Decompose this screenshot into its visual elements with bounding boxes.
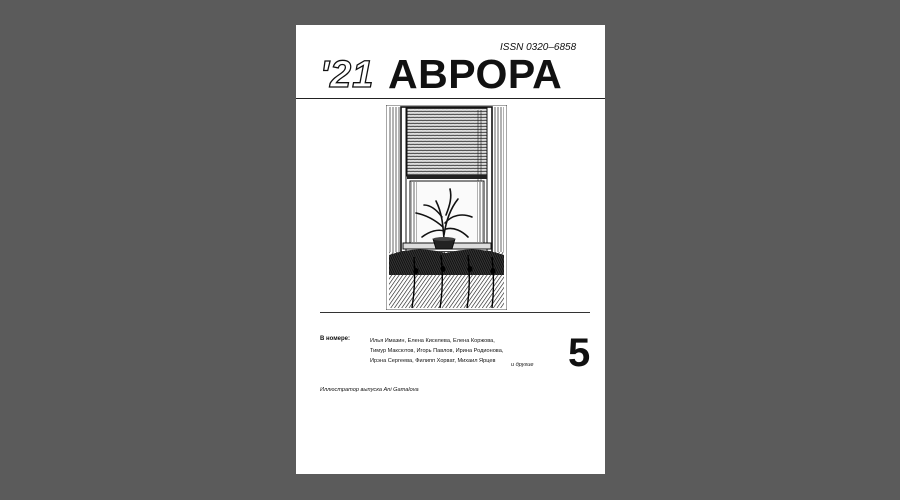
- year-mark: '21: [320, 54, 375, 96]
- contents-line: Тимур Максютов, Игорь Павлов, Ирина Родионова,: [370, 348, 504, 354]
- illustrator-credit: Иллюстратор выпуска Ani Gamalova: [320, 387, 419, 393]
- content-divider: [320, 312, 590, 313]
- issn-number: ISSN 0320–6858: [500, 42, 577, 53]
- issue-number: 5: [568, 331, 591, 375]
- contents-line: Ирэна Сергеева, Филипп Хорват, Михаил Ярцев: [370, 358, 496, 364]
- contents-label: В номере:: [320, 336, 350, 342]
- magazine-cover: [296, 25, 605, 474]
- magazine-title: АВРОРА: [388, 51, 563, 97]
- contents-more: и другие: [511, 362, 534, 368]
- header-divider: [296, 98, 605, 99]
- contents-line: Илья Имазин, Елена Киселева, Елена Коржова,: [370, 338, 495, 344]
- cover-illustration: [386, 105, 507, 310]
